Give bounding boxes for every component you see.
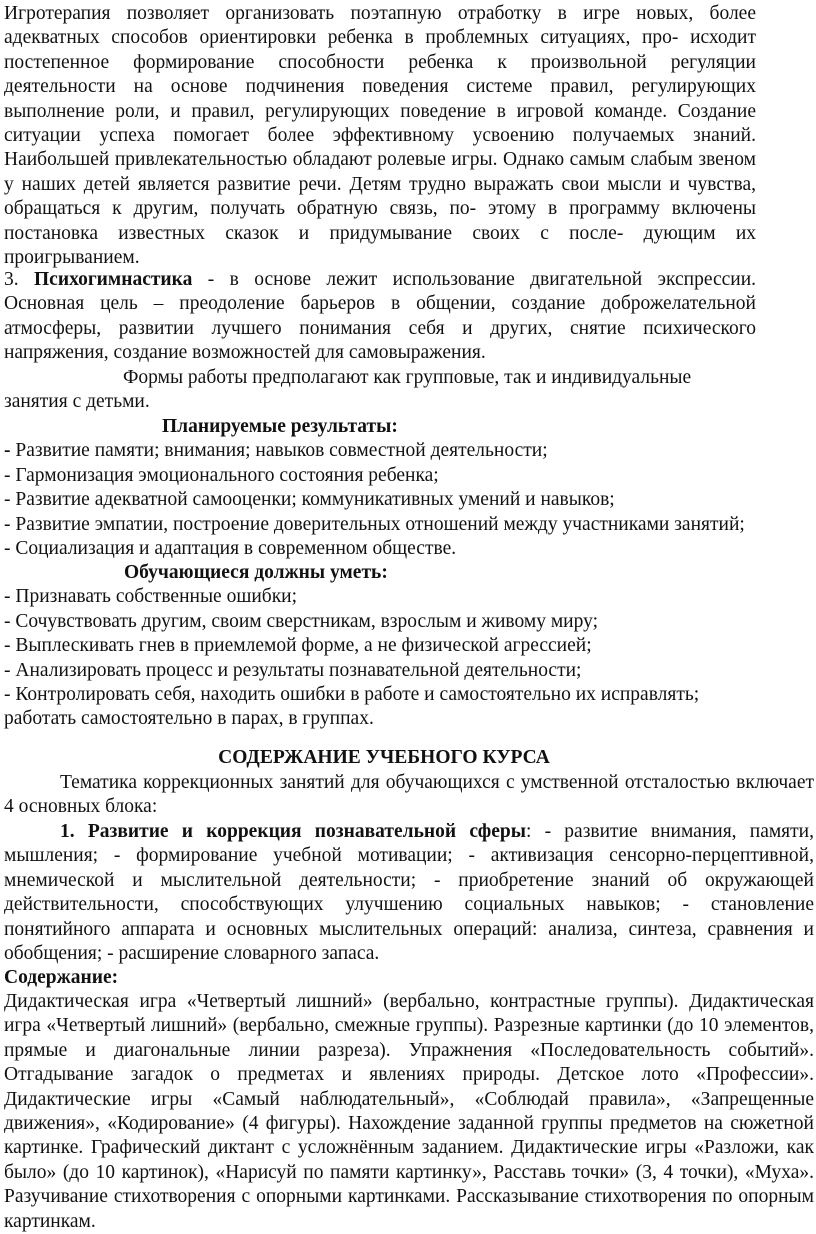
skills-section xyxy=(4,561,756,732)
course-title: СОДЕРЖАНИЕ УЧЕБНОГО КУРСА xyxy=(218,747,550,768)
block1-text: : - развитие внимания, памяти, мышления; - формирование учебной мотивации; - активизация сенсорно-перцептивной, мнемической и мыслительной деятельности; - приобретение знаний об окружающей действительности, способствующих улучшению социальных навыков; - становление понятийного аппарата и основных мыслительных операций: анализа, синтеза, сравнения и обобщения; - расширение словарного запаса. xyxy=(4,821,814,965)
skills-heading: Обучающиеся должны уметь: xyxy=(124,562,388,583)
planned-results-heading: Планируемые результаты: xyxy=(162,416,398,437)
skill-item: - Признавать собственные ошибки; xyxy=(4,586,298,608)
planned-result-item: - Развитие адекватной самооценки; коммуникативных умений и навыков; xyxy=(4,489,615,511)
course-theme-paragraph xyxy=(4,771,814,820)
skill-item: - Контролировать себя, находить ошибки в работе и самостоятельно их исправлять; xyxy=(4,684,700,706)
planned-result-item: - Гармонизация эмоционального состояния ребенка; xyxy=(4,464,439,486)
skill-item: - Выплескивать гнев в приемлемой форме, а не физической агрессией; xyxy=(4,635,592,657)
skill-item: - Сочувствовать другим, своим сверстникам, взрослым и живому миру; xyxy=(4,610,599,632)
planned-result-item: - Развитие эмпатии, построение доверительных отношений между участниками занятий; xyxy=(4,513,745,535)
block1-paragraph xyxy=(4,820,814,966)
psychogymnastics-text: - в основе лежит использование двигательной экспрессии. Основная цель – преодоление барьеров в общении, создание доброжелательной атмосферы, развитии лучшего понимания себя и других, снятие психического напряжения, создание возможностей для самовыражения. xyxy=(4,269,757,364)
content-text: Дидактическая игра «Четвертый лишний» (вербально, контрастные группы). Дидактическая игра «Четвертый лишний» (вербально, смежные группы). Разрезные картинки (до 10 элементов, прямые и диагональные линии разреза). Упражнения «Последовательность событий». Отгадывание загадок о предметах и явлениях природы. Детское лото «Профессии». Дидактические игры «Самый наблюдательный», «Соблюдай правила», «Запрещенные движения», «Кодирование» (4 фигуры). Нахождение заданной группы предметов на сюжетной картинке. Графический диктант с усложнённым заданием. Дидактические игры «Разложи, как было» (до 10 картинок), «Нарисуй по памяти картинку», Расставь точки» (3, 4 точки), «Муха». Разучивание стихотворения с опорными картинками. Рассказывание стихотворения по опорным картинкам. xyxy=(4,991,814,1232)
skill-item-last: работать самостоятельно в парах, в группах. xyxy=(4,708,374,730)
block1-title: 1. Развитие и коррекция познавательной сферы xyxy=(60,821,526,842)
item-number: 3. xyxy=(4,269,19,290)
content-label: Содержание: xyxy=(4,967,119,988)
skill-item: - Анализировать процесс и результаты познавательной деятельности; xyxy=(4,659,582,681)
intro-paragraph xyxy=(4,2,756,270)
dash: - xyxy=(4,440,11,462)
planned-result-item: - Развитие памяти; внимания; навыков совместной деятельности; xyxy=(4,440,548,462)
forms-paragraph xyxy=(4,366,756,415)
psychogymnastics-term: Психогимнастика xyxy=(34,269,193,290)
forms-text: Формы работы предполагают как групповые, так и индивидуальные занятия с детьми. xyxy=(4,367,692,413)
planned-result-item: - Социализация и адаптация в современном обществе. xyxy=(4,538,457,560)
content-paragraph xyxy=(4,990,814,1234)
course-theme-text: Тематика коррекционных занятий для обучающихся с умственной отсталостью включает 4 основных блока: xyxy=(4,772,814,818)
intro-text: Игротерапия позволяет организовать поэтапную отработку в игре новых, более адекватных способов ориентировки ребенка в проблемных ситуациях, про- исходит постепенное формирование способности ребенка к произвольной регуляции деятельности на основе подчинения поведения системе правил, регулирующих выполнение роли, и правил, регулирующих поведение в игровой команде. Создание ситуации успеха помогает более эффективному усвоению получаемых знаний. Наибольшей привлекательностью обладают ролевые игры. Однако самым слабым звеном у наших детей является развитие речи. Детям трудно выражать свои мысли и чувства, обращаться к другим, получать обратную связь, по- этому в программу включены постановка известных сказок и придумывание своих с после- дующим их проигрыванием. xyxy=(4,3,756,269)
psychogymnastics-paragraph xyxy=(4,268,756,366)
planned-results-section xyxy=(4,415,756,561)
